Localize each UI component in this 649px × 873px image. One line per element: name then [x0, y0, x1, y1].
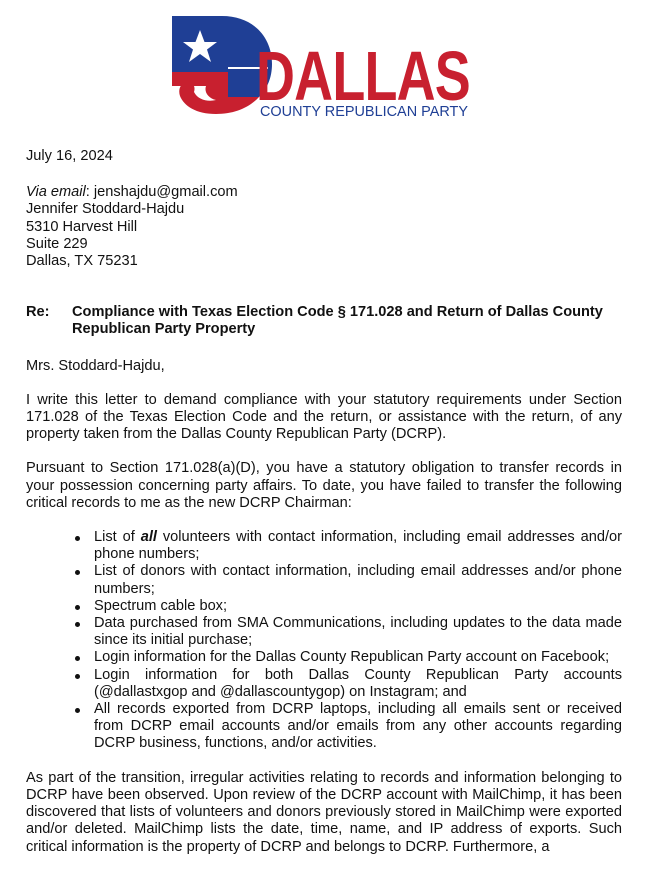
salutation: Mrs. Stoddard-Hajdu,	[26, 357, 165, 374]
list-item	[72, 598, 622, 615]
logo-word: DALLAS	[256, 37, 470, 115]
re-subject: Compliance with Texas Election Code § 171.028 and Return of Dallas County Republican Party Property	[72, 304, 603, 338]
re-label: Re:	[26, 304, 50, 321]
email-line: Via email: jenshajdu@gmail.com	[26, 184, 238, 201]
bullet-icon	[75, 622, 80, 627]
letter-date: July 16, 2024	[26, 148, 113, 164]
bullet-icon	[75, 656, 80, 661]
bullet-icon	[75, 708, 80, 713]
recipient-city: Dallas, TX 75231	[26, 253, 138, 270]
list-item-text: List of donors with contact information, including email addresses and/or phone numbers;	[94, 563, 622, 597]
list-item-text-start: List of	[94, 529, 141, 546]
list-item-text: Spectrum cable box;	[94, 597, 228, 614]
list-item-text: Login information for the Dallas County Republican Party account on Facebook;	[94, 649, 610, 666]
list-item	[72, 529, 622, 563]
list-item-text-end: volunteers with contact information, including email addresses and/or phone numbers;	[94, 529, 622, 563]
recipient-email: jenshajdu@gmail.com	[93, 184, 238, 201]
letter-body	[26, 148, 622, 873]
recipient-suite: Suite 229	[26, 235, 88, 252]
paragraph-intro: I write this letter to demand compliance with your statutory requirements under Section 171.028 of the Texas Election Code and the return, or assistance with the return, of any property taken from the Dallas County Republican Party (DCRP).	[26, 391, 622, 443]
bullet-icon	[75, 570, 80, 575]
list-item	[72, 667, 622, 701]
paragraph-transition: As part of the transition, irregular activities relating to records and information belonging to DCRP have been observed. Upon review of the DCRP account with MailChimp, it has been discovered that lists of volunteers and donors previously stored in MailChimp were exported and/or deleted. MailChimp lists the date, time, name, and IP address of exports. Such critical information is the property of DCRP and belongs to DCRP. Furthermore, a	[26, 769, 622, 855]
list-item-text: Data purchased from SMA Communications, including updates to the data made since its initial purchase;	[94, 615, 622, 649]
list-item-text: All records exported from DCRP laptops, including all emails sent or received from DCRP email accounts and/or emails from any other accounts regarding DCRP business, functions, and/or activities.	[94, 701, 622, 752]
list-item	[72, 563, 622, 597]
logo-subtitle: COUNTY REPUBLICAN PARTY	[260, 103, 468, 120]
recipient-name: Jennifer Stoddard-Hajdu	[26, 201, 185, 218]
list-item	[72, 649, 622, 666]
recipient-street: 5310 Harvest Hill	[26, 218, 138, 235]
dallas-gop-logo	[168, 12, 478, 122]
subject-line	[26, 304, 622, 338]
dallas-county-logo-graphic	[168, 12, 478, 122]
bullet-icon	[75, 674, 80, 679]
list-item-text: Login information for both Dallas County Republican Party accounts (@dallastxgop and @dallascountygop) on Instagram; and	[94, 666, 622, 700]
paragraph-obligation: Pursuant to Section 171.028(a)(D), you have a statutory obligation to transfer records in your possession concerning party affairs. To date, you have failed to transfer the following critical records to me as the new DCRP Chairman:	[26, 460, 622, 511]
via-email-label: Via email	[26, 184, 86, 201]
list-item	[72, 615, 622, 649]
recipient-address-block	[26, 184, 622, 270]
records-list	[72, 529, 622, 753]
bullet-icon	[75, 536, 80, 541]
list-item-emphasis: all	[140, 529, 157, 546]
bullet-icon	[75, 605, 80, 610]
list-item	[72, 701, 622, 753]
